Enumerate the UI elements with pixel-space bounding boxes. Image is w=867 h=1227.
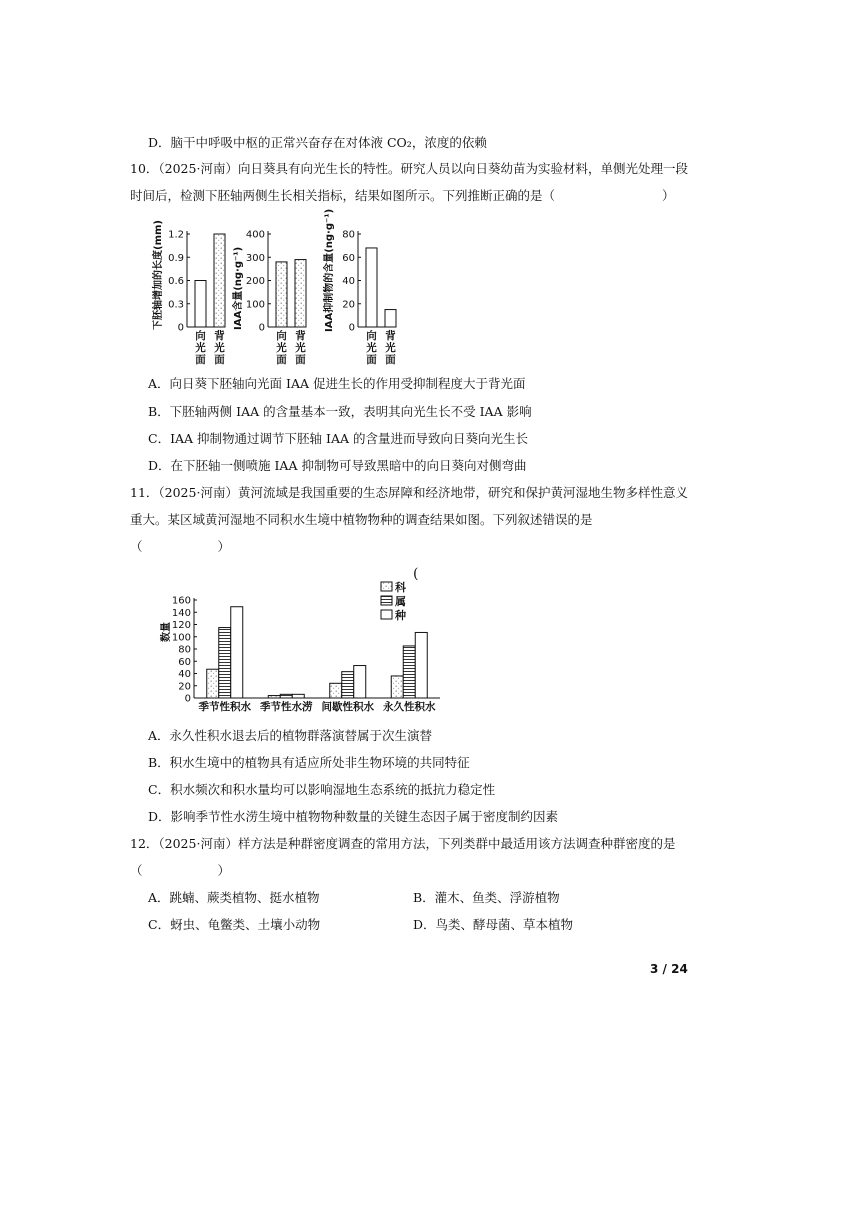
chart4-category-label: 季节性水涝 — [260, 701, 313, 713]
chart4-ytick-label: 20 — [178, 681, 191, 693]
q10-stem-line1: 10．（2025·河南）向日葵具有向光生长的特性。研究人员以向日葵幼苗为实验材料，单侧光处理一段 — [130, 161, 688, 176]
q12-option-b: B．灌木、鱼类、浮游植物 — [413, 890, 560, 905]
chart3-ytick-label: 40 — [342, 276, 355, 287]
q10-option-d: D．在下胚轴一侧喷施 IAA 抑制物可导致黑暗中的向日葵向对侧弯曲 — [148, 458, 527, 473]
q9-option-d: D．脑干中呼吸中枢的正常兴奋存在对体液 CO₂，浓度的依赖 — [148, 135, 487, 150]
page-number: 3 / 24 — [650, 962, 688, 976]
chart2-category-label: 光 — [276, 342, 287, 354]
chart4-ytick-label: 60 — [178, 656, 191, 668]
q11-answer-bracket: （ ） — [130, 539, 231, 554]
q11-stem-line1: 11．（2025·河南）黄河流域是我国重要的生态屏障和经济地带，研究和保护黄河湿地生物多样性意义 — [130, 485, 688, 500]
q11-option-c: C．积水频次和积水量均可以影响湿地生态系统的抵抗力稳定性 — [148, 782, 496, 797]
q10-bracket-close: ） — [662, 188, 675, 203]
chart3-category-label: 光 — [385, 342, 396, 354]
q10-option-b: B．下胚轴两侧 IAA 的含量基本一致，表明其向光生长不受 IAA 影响 — [148, 404, 532, 419]
chart4-category-label: 间歇性积水 — [321, 701, 374, 713]
q12-option-a: A．跳蝻、蕨类植物、挺水植物 — [148, 890, 320, 905]
chart4-bar — [292, 694, 304, 698]
q11-option-b: B．积水生境中的植物具有适应所处非生物环境的共同特征 — [148, 755, 470, 770]
chart1-category-label: 向 — [195, 330, 206, 342]
chart4-bar — [268, 696, 280, 698]
chart2-plot — [246, 230, 306, 367]
chart4-ylabel: 数量 — [161, 622, 172, 642]
chart3-ylabel: IAA抑制物的含量(ng·g⁻¹) — [324, 208, 335, 332]
chart2-ytick-label: 100 — [245, 299, 265, 311]
chart4-legend-label: 属 — [395, 595, 406, 608]
chart1-category-label: 面 — [214, 354, 225, 366]
chart4-bar — [280, 694, 292, 698]
chart2-category-label: 向 — [276, 330, 287, 342]
chart1-ytick-label: 0.6 — [168, 276, 184, 287]
q10-option-a: A．向日葵下胚轴向光面 IAA 促进生长的作用受抑制程度大于背光面 — [148, 376, 526, 391]
chart1-ytick-label: 0.9 — [168, 252, 184, 264]
chart4-legend-swatch — [381, 610, 392, 619]
q12-option-c: C．蚜虫、龟鳖类、土壤小动物 — [148, 917, 321, 932]
q11-figure — [150, 580, 450, 715]
chart4-ytick-label: 140 — [171, 607, 191, 619]
chart3-ytick-label: 60 — [342, 252, 355, 264]
chart4-ytick-label: 160 — [171, 595, 191, 607]
chart2-category-label: 光 — [295, 342, 306, 354]
chart3-ytick-label: 0 — [348, 322, 355, 334]
chart2-ytick-label: 300 — [245, 252, 265, 264]
chart1-bar — [195, 281, 206, 328]
q10-stem-line2: 时间后，检测下胚轴两侧生长相关指标，结果如图所示。下列推断正确的是（ — [130, 188, 556, 203]
chart1-category-label: 面 — [195, 354, 206, 366]
chart4-bar — [403, 646, 415, 698]
chart3-bar — [385, 310, 396, 327]
chart4-category-label: 季节性积水 — [198, 701, 251, 713]
chart4-legend-label: 科 — [395, 581, 406, 594]
chart4-ytick-label: 100 — [171, 632, 191, 644]
q10-option-c: C．IAA 抑制物通过调节下胚轴 IAA 的含量进而导致向日葵向光生长 — [148, 431, 528, 446]
chart4-bar — [330, 683, 342, 698]
chart1-category-label: 光 — [214, 342, 225, 354]
chart4-bar — [342, 672, 354, 698]
chart4-ytick-label: 0 — [184, 693, 191, 705]
chart4-ytick-label: 40 — [178, 669, 191, 680]
chart4-bar — [391, 676, 403, 698]
chart4-ytick-label: 120 — [171, 620, 191, 631]
chart4-category-label: 永久性积水 — [383, 701, 436, 713]
chart2-ytick-label: 0 — [258, 322, 265, 334]
chart2-bar — [276, 262, 287, 327]
chart2-ytick-label: 200 — [245, 276, 265, 287]
chart3-category-label: 背 — [385, 330, 396, 342]
chart4-legend-swatch — [381, 596, 392, 605]
chart2-category-label: 面 — [276, 354, 287, 366]
q12-stem-line1: 12．（2025·河南）样方法是种群密度调查的常用方法，下列类群中最适用该方法调查种群密度的是 — [130, 836, 676, 851]
chart4-bar — [207, 669, 219, 698]
chart1-ytick-label: 0 — [177, 322, 184, 334]
chart4-bar — [415, 632, 427, 698]
chart3-category-label: 向 — [366, 330, 377, 342]
chart1-category-label: 光 — [195, 342, 206, 354]
q12-option-d: D．鸟类、酵母菌、草本植物 — [413, 917, 574, 932]
chart4-legend — [381, 580, 407, 622]
chart3-ytick-label: 20 — [342, 299, 355, 311]
chart3-ytick-label: 80 — [342, 229, 355, 241]
chart1-ytick-label: 0.3 — [168, 299, 184, 311]
chart2-bar — [295, 260, 306, 327]
q12-answer-bracket: （ ） — [130, 863, 231, 878]
chart4-bar — [354, 666, 366, 698]
chart1-plot — [168, 230, 225, 367]
chart1-ytick-label: 1.2 — [168, 229, 184, 241]
q11-stem-line2: 重大。某区域黄河湿地不同积水生境中植物物种的调查结果如图。下列叙述错误的是 — [130, 512, 593, 527]
chart4-ytick-label: 80 — [178, 644, 191, 656]
chart2-ylabel: IAA含量(ng·g⁻¹) — [233, 246, 244, 330]
chart2-category-label: 背 — [295, 330, 306, 342]
chart3-category-label: 面 — [385, 354, 396, 366]
chart4-bar — [231, 607, 243, 698]
chart3-plot — [342, 230, 396, 367]
chart2-category-label: 面 — [295, 354, 306, 366]
chart4-legend-swatch — [381, 582, 392, 591]
chart3-category-label: 光 — [366, 342, 377, 354]
q11-option-a: A．永久性积水退去后的植物群落演替属于次生演替 — [148, 728, 433, 743]
chart3-category-label: 面 — [366, 354, 377, 366]
q10-figure — [140, 208, 430, 372]
chart4-bar — [219, 628, 231, 698]
q11-stray-paren: ( — [413, 566, 419, 582]
chart4-legend-label: 种 — [395, 609, 406, 622]
chart1-bar — [214, 234, 225, 327]
chart1-ylabel: 下胚轴增加的长度(mm) — [153, 220, 164, 330]
chart1-category-label: 背 — [214, 330, 225, 342]
chart2-ytick-label: 400 — [245, 229, 265, 241]
chart3-bar — [366, 248, 377, 327]
q11-option-d: D．影响季节性水涝生境中植物物种数量的关键生态因子属于密度制约因素 — [148, 809, 559, 824]
